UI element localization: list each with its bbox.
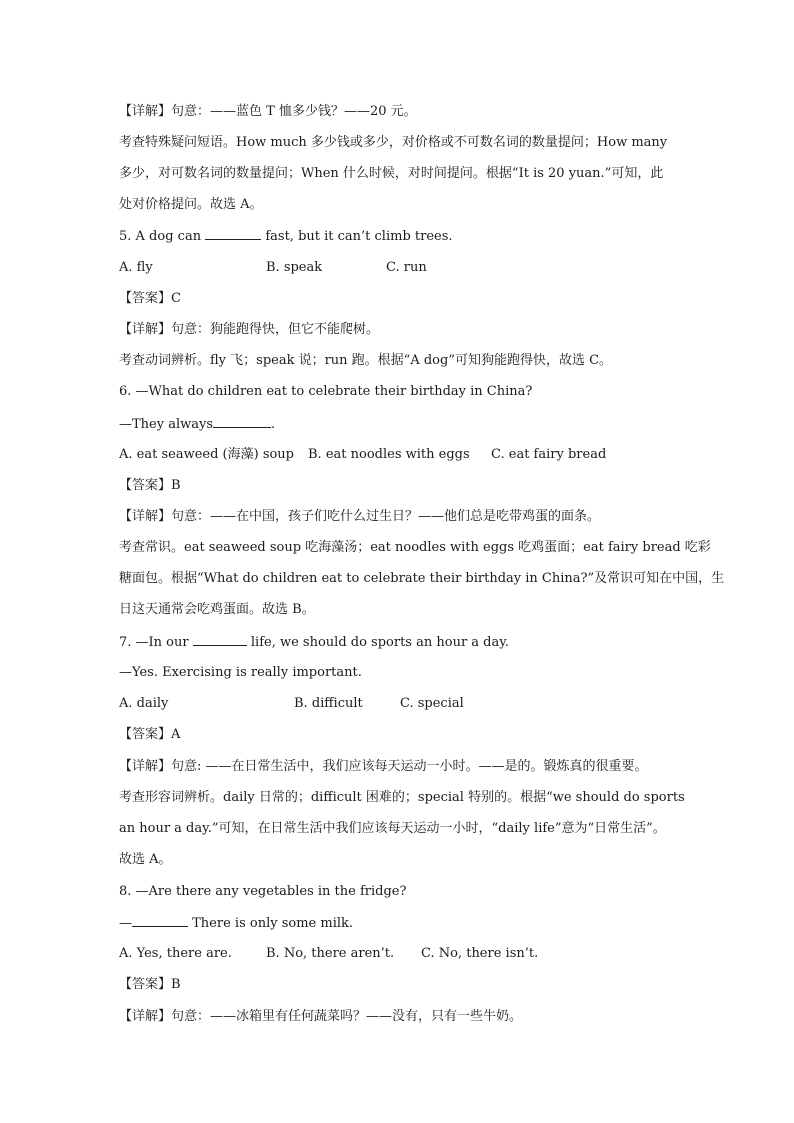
q5-answer <box>119 291 181 307</box>
answer-blank <box>193 634 247 646</box>
q7-question <box>119 634 509 651</box>
answer-value: C <box>171 291 181 306</box>
detail-bracket: 【详解】 <box>119 759 172 774</box>
q7-detail <box>119 759 648 775</box>
detail-bracket: 【详解】 <box>119 509 172 524</box>
question-text: . <box>271 417 276 432</box>
detail-bracket: 【详解】 <box>119 1009 172 1024</box>
q8-option-a: A. Yes, there are. <box>119 946 232 961</box>
detail-text: 句意：狗能跑得快，但它不能爬树。 <box>171 322 380 337</box>
q6-question: 6. —What do children eat to celebrate their birthday in China? <box>119 384 533 399</box>
q6-option-b: B. eat noodles with eggs <box>308 447 470 462</box>
q5-option-b: B. speak <box>266 260 323 275</box>
q5-option-a: A. fly <box>119 260 153 275</box>
q8-response <box>119 915 353 932</box>
question-text: —They always <box>119 417 214 432</box>
question-text: There is only some milk. <box>192 916 354 931</box>
answer-blank <box>213 416 271 428</box>
question-text: 7. —In our <box>119 635 189 650</box>
q7-explanation-line-2: an hour a day.”可知，在日常生活中我们应该每天运动一小时，“daily life”意为“日常生活”。 <box>119 821 666 836</box>
q6-option-c: C. eat fairy bread <box>491 447 607 462</box>
q4-explanation-line-1: 考查特殊疑问短语。How much 多少钱或多少，对价格或不可数名词的数量提问；How many <box>119 135 668 150</box>
answer-bracket: 【答案】 <box>119 291 172 306</box>
q7-option-c: C. special <box>400 696 464 711</box>
q5-detail <box>119 322 379 338</box>
q6-explanation-line-2: 糖面包。根据“What do children eat to celebrate their birthday in China?”及常识可知在中国，生 <box>119 571 725 586</box>
answer-blank <box>132 915 188 927</box>
answer-bracket: 【答案】 <box>119 977 172 992</box>
q7-explanation-line-3: 故选 A。 <box>119 852 172 867</box>
q5-question <box>119 228 453 245</box>
answer-bracket: 【答案】 <box>119 478 172 493</box>
q6-answer <box>119 478 181 494</box>
detail-text: 句意: ——在日常生活中，我们应该每天运动一小时。——是的。锻炼真的很重要。 <box>171 759 648 774</box>
q8-option-c: C. No, there isn’t. <box>421 946 539 961</box>
q7-explanation-line-1: 考查形容词辨析。daily 日常的；difficult 困难的；special 特别的。根据“we should do sports <box>119 790 685 805</box>
q4-explanation-line-3: 处对价格提问。故选 A。 <box>119 197 263 212</box>
q7-option-a: A. daily <box>119 696 169 711</box>
question-text: 5. A dog can <box>119 229 202 244</box>
q5-explanation: 考查动词辨析。fly 飞；speak 说；run 跑。根据“A dog”可知狗能跑得快，故选 C。 <box>119 353 613 368</box>
q7-answer <box>119 727 180 743</box>
q8-question: 8. —Are there any vegetables in the fridge? <box>119 884 407 899</box>
q6-detail <box>119 509 600 525</box>
q8-detail <box>119 1009 522 1025</box>
q8-answer <box>119 977 181 993</box>
q4-explanation-line-2: 多少，对可数名词的数量提问；When 什么时候，对时间提问。根据“It is 20 yuan.”可知，此 <box>119 166 664 181</box>
detail-text: 句意：——蓝色 T 恤多少钱？——20 元。 <box>171 104 417 119</box>
q6-option-a: A. eat seaweed (海藻) soup <box>119 447 295 462</box>
q4-detail-line <box>119 104 417 120</box>
q6-explanation-line-3: 日这天通常会吃鸡蛋面。故选 B。 <box>119 602 315 617</box>
question-text: — <box>119 916 132 931</box>
answer-bracket: 【答案】 <box>119 727 172 742</box>
q7-option-b: B. difficult <box>294 696 363 711</box>
answer-blank <box>205 228 261 240</box>
detail-bracket: 【详解】 <box>119 104 172 119</box>
question-text: fast, but it can’t climb trees. <box>265 229 453 244</box>
detail-bracket: 【详解】 <box>119 322 172 337</box>
question-text: life, we should do sports an hour a day. <box>250 635 509 650</box>
detail-text: 句意：——冰箱里有任何蔬菜吗？——没有，只有一些牛奶。 <box>171 1009 523 1024</box>
q8-option-b: B. No, there aren’t. <box>266 946 395 961</box>
answer-value: B <box>171 977 181 992</box>
q6-response <box>119 416 275 433</box>
answer-value: A <box>171 727 181 742</box>
q7-response: —Yes. Exercising is really important. <box>119 665 362 680</box>
detail-text: 句意：——在中国，孩子们吃什么过生日？——他们总是吃带鸡蛋的面条。 <box>171 509 601 524</box>
answer-value: B <box>171 478 181 493</box>
q6-explanation-line-1: 考查常识。eat seaweed soup 吃海藻汤；eat noodles with eggs 吃鸡蛋面；eat fairy bread 吃彩 <box>119 540 711 555</box>
q5-option-c: C. run <box>386 260 427 275</box>
